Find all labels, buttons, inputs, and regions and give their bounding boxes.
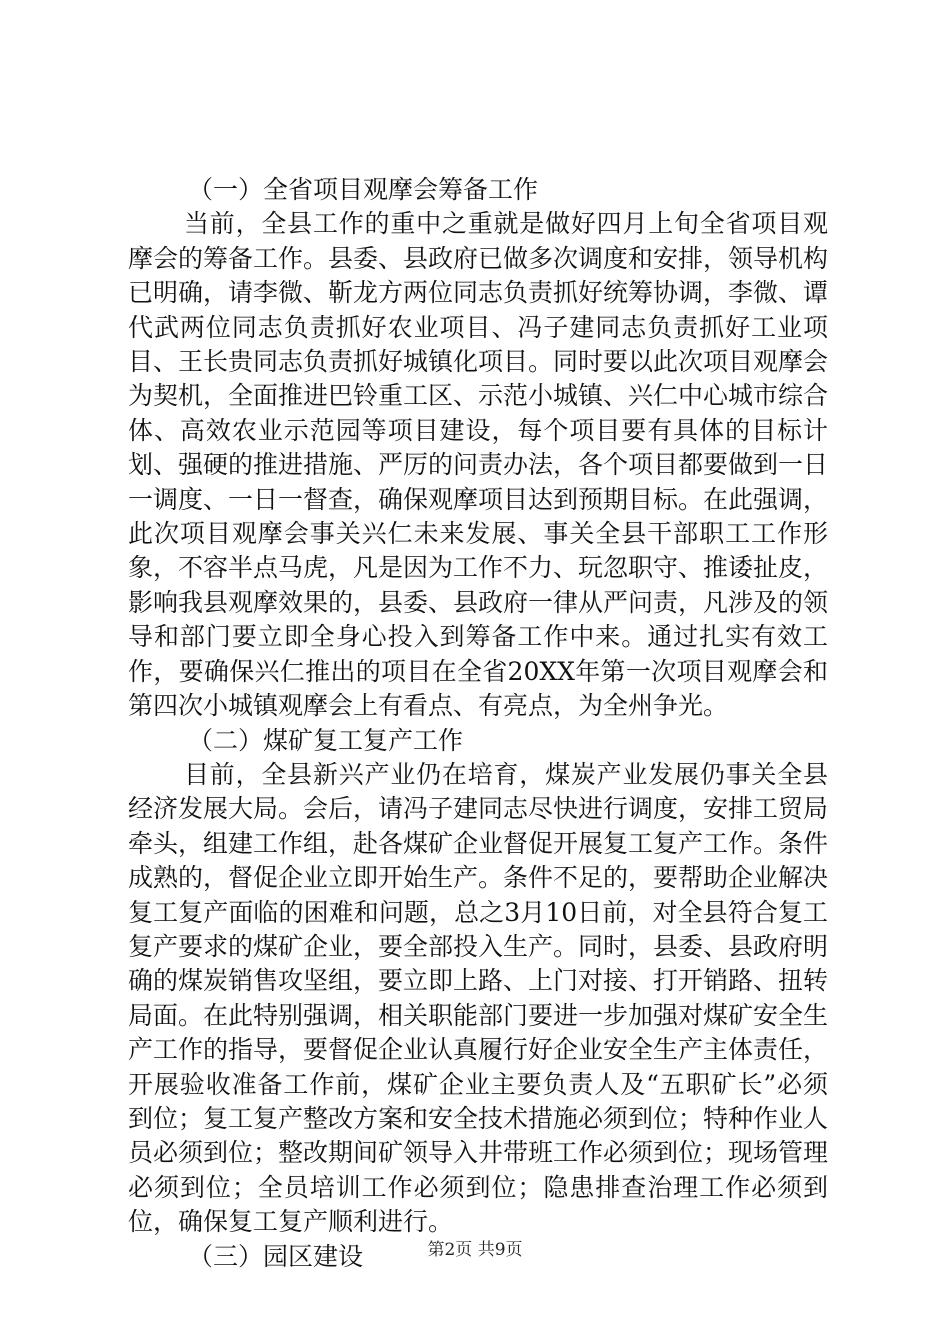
page-number-footer: 第2页 共9页 xyxy=(427,1240,523,1260)
section-paragraph-2: 目前，全县新兴产业仍在培育，煤炭产业发展仍事关全县经济发展大局。会后，请冯子建同志尽快进行调度，安排工贸局牵头，组建工作组，赴各煤矿企业督促开展复工复产工作。条件成熟的，督促企业立即开始生产。条件不足的，要帮助企业解决复工复产面临的困难和问题，总之3月10日前，对全县符合复工复产要求的煤矿企业，要全部投入生产。同时，县委、县政府明确的煤炭销售攻坚组，要立即上路、上门对接、打开销路、扭转局面。在此特别强调，相关职能部门要进一步加强对煤矿安全生产工作的指导，要督促企业认真履行好企业安全生产主体责任，开展验收准备工作前，煤矿企业主要负责人及“五职矿长”必须到位；复工复产整改方案和安全技术措施必须到位；特种作业人员必须到位；整改期间矿领导入井带班工作必须到位；现场管理必须到位；全员培训工作必须到位；隐患排查治理工作必须到位，确保复工复产顺利进行。 xyxy=(128,759,829,1237)
section-paragraph-1: 当前，全县工作的重中之重就是做好四月上旬全省项目观摩会的筹备工作。县委、县政府已做多次调度和安排，领导机构已明确，请李微、靳龙方两位同志负责抓好统筹协调，李微、谭代武两位同志负责抓好农业项目、冯子建同志负责抓好工业项目、王长贵同志负责抓好城镇化项目。同时要以此次项目观摩会为契机，全面推进巴铃重工区、示范小城镇、兴仁中心城市综合体、高效农业示范园等项目建设，每个项目要有具体的目标计划、强硬的推进措施、严厉的问责办法，各个项目都要做到一日一调度、一日一督查，确保观摩项目达到预期目标。在此强调，此次项目观摩会事关兴仁未来发展、事关全县干部职工工作形象，不容半点马虎，凡是因为工作不力、玩忽职守、推诿扯皮，影响我县观摩效果的，县委、县政府一律从严问责，凡涉及的领导和部门要立即全身心投入到筹备工作中来。通过扎实有效工作，要确保兴仁推出的项目在全省20XX年第一次项目观摩会和第四次小城镇观摩会上有看点、有亮点，为全州争光。 xyxy=(128,209,829,721)
document-body xyxy=(128,173,828,1274)
section-heading-2: （二）煤矿复工复产工作 xyxy=(188,725,464,755)
section-heading-1: （一）全省项目观摩会筹备工作 xyxy=(188,175,539,204)
section-heading-3: （三）园区建设 xyxy=(188,1241,364,1271)
